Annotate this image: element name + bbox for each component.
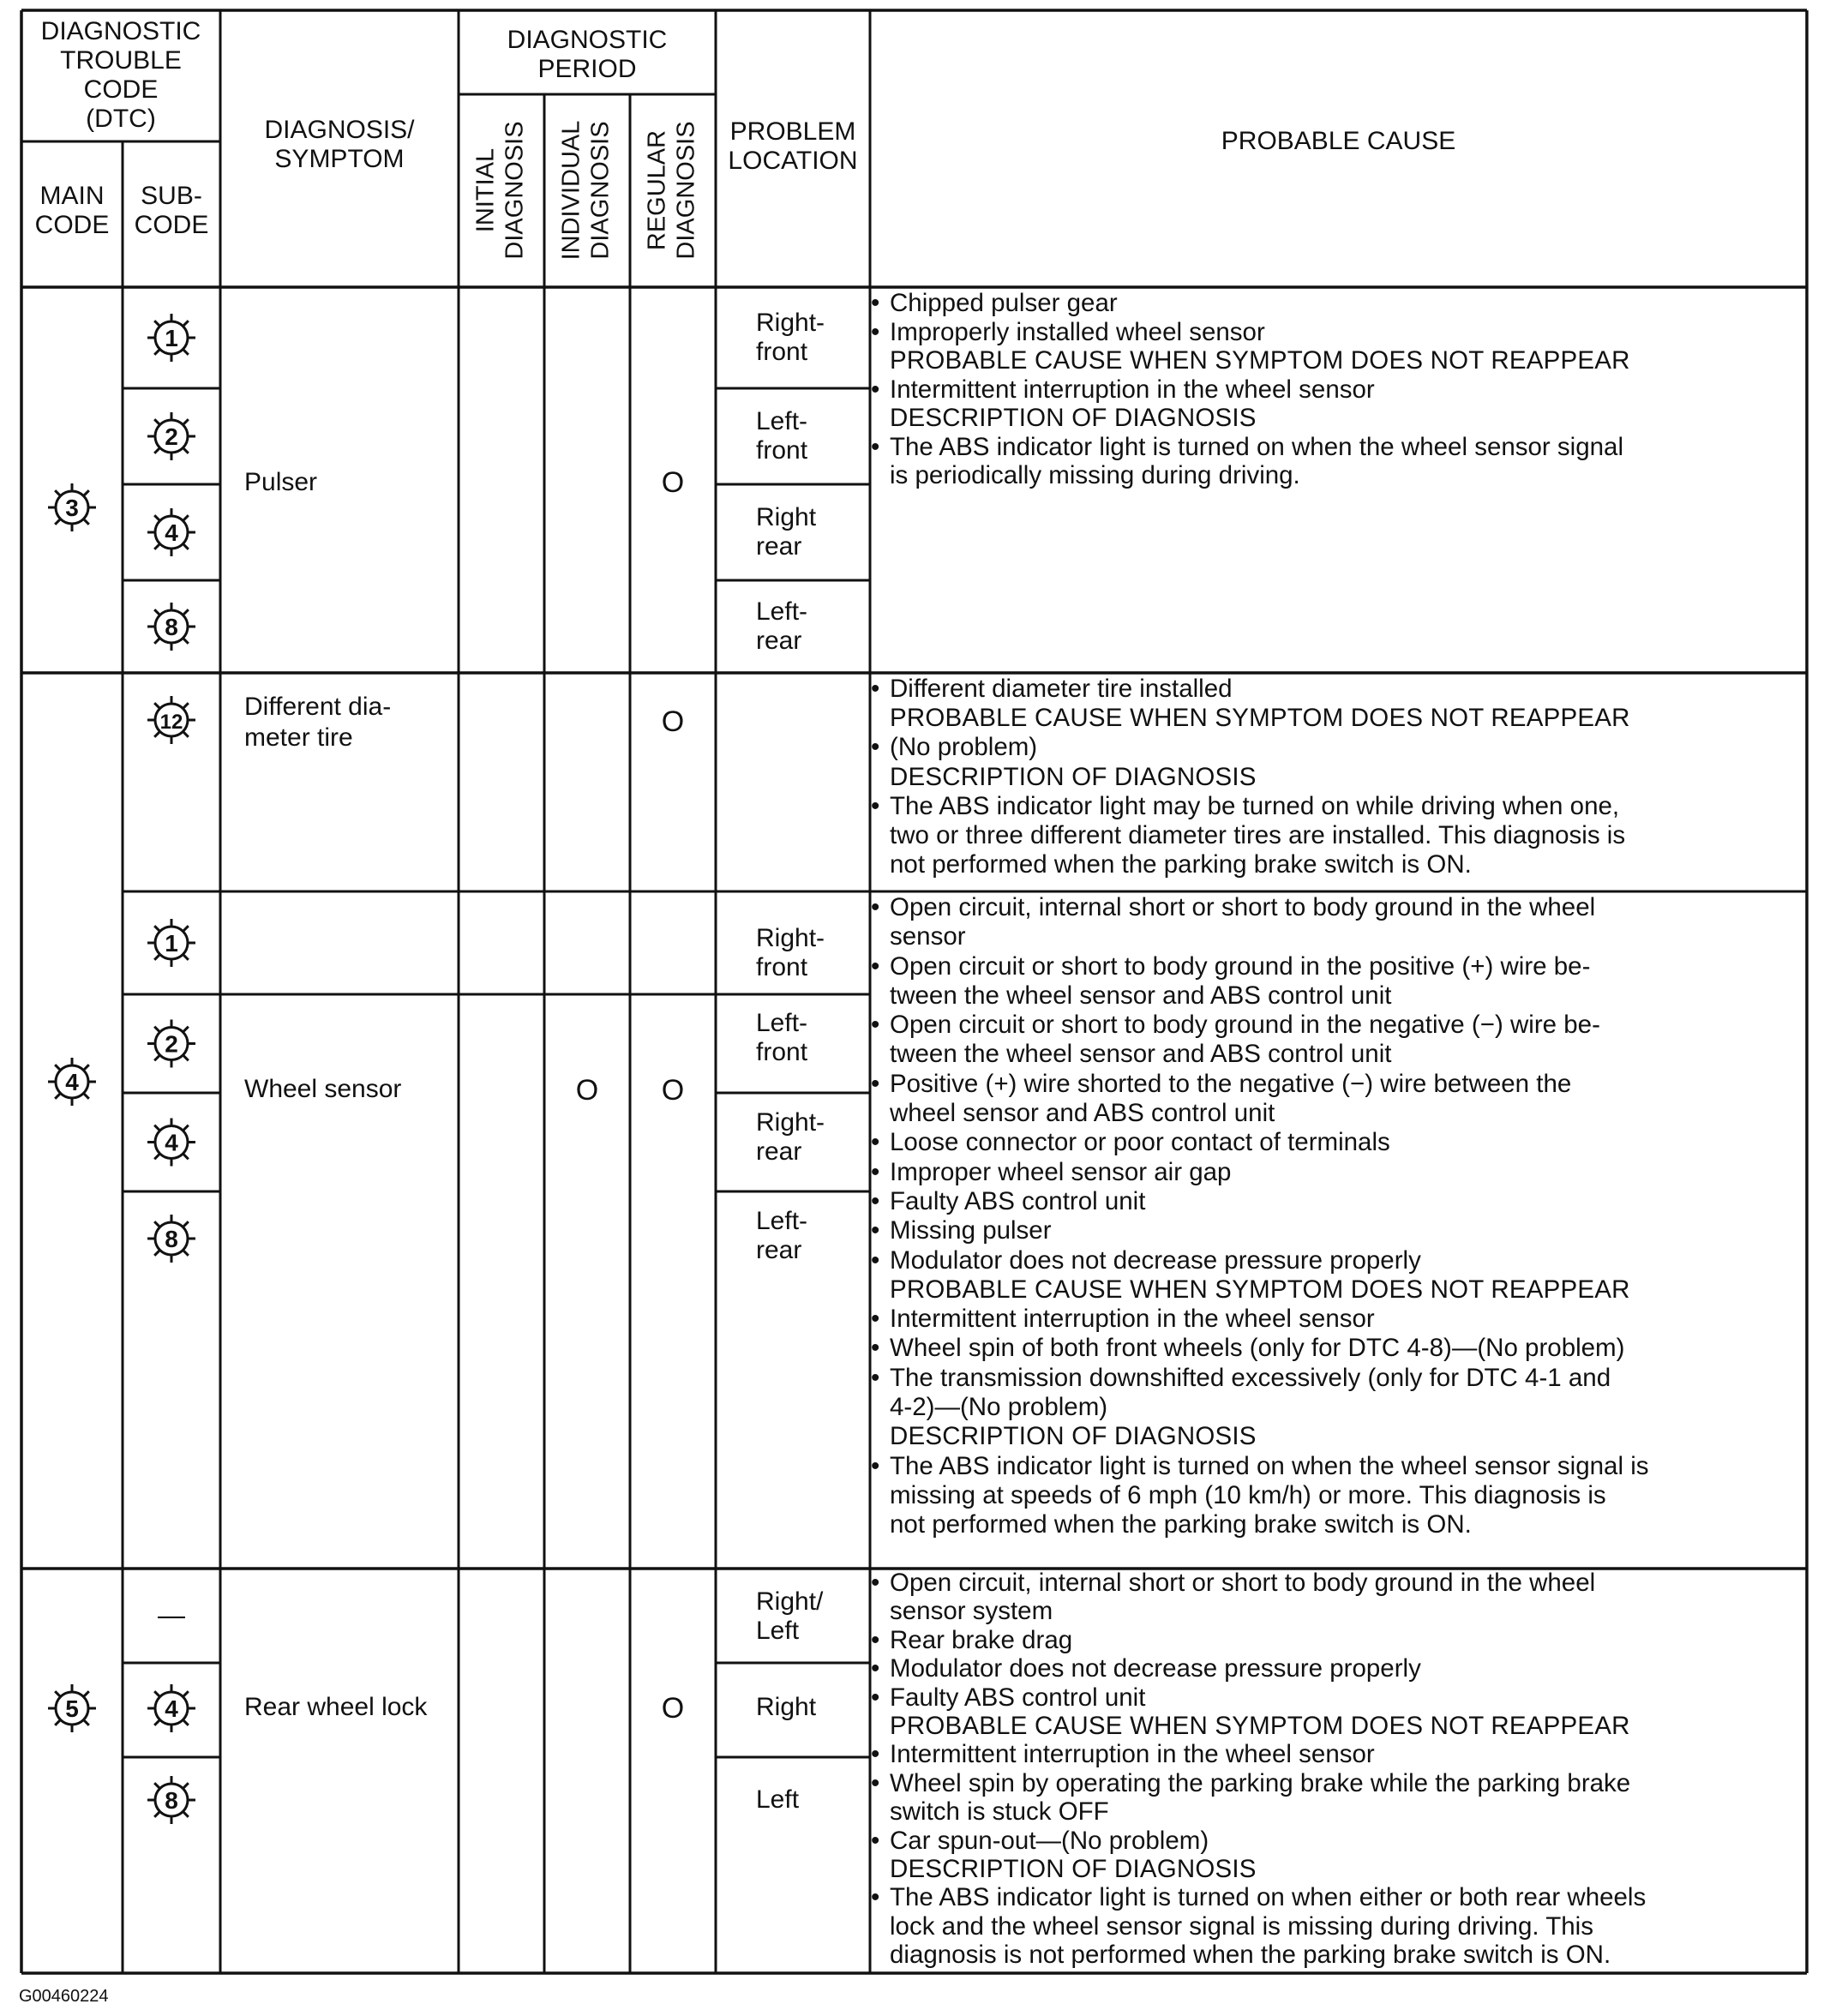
bullet-icon: • (871, 1740, 880, 1769)
cause-text-line (890, 1481, 1807, 1510)
bullet-icon: • (871, 1826, 880, 1855)
sub-code-4-12-symbol-tick (154, 703, 159, 708)
main-code-5-symbol-tick (83, 1719, 88, 1725)
cause-bullet-item (871, 791, 1807, 821)
bullet-icon: • (871, 951, 880, 981)
cause-bullet-item (871, 733, 1807, 762)
sub-code-3-1-symbol-tick (183, 349, 188, 354)
main-code-4-symbol-label: 4 (65, 1069, 79, 1095)
bullet-icon: • (871, 375, 880, 404)
header-dtc-line: CODE (83, 75, 159, 104)
bullet-icon: • (871, 1245, 880, 1275)
sub-code-3-1-symbol-tick (154, 321, 159, 326)
bullet-icon: • (871, 1157, 880, 1186)
cause-bullet-item (871, 1186, 1807, 1216)
sub-code-5-4-symbol-tick (183, 1719, 188, 1725)
regular-diagnosis-check-pulser: O (661, 466, 685, 499)
location-wheel-sensor-3: rear (756, 1236, 802, 1264)
main-code-3-symbol-label: 3 (65, 495, 79, 521)
regular-diagnosis-check-wheel-sensor: O (661, 1074, 685, 1107)
cause-text: Rear brake drag (890, 1625, 1073, 1654)
cause-text-line (890, 1099, 1807, 1128)
cause-text-line (890, 704, 1807, 733)
main-code-5-symbol-tick (55, 1691, 60, 1696)
cause-bullet-item (871, 675, 1807, 704)
bullet-icon: • (871, 733, 880, 762)
cause-bullet-item (871, 1625, 1807, 1654)
sub-code-4-1-symbol (147, 919, 195, 967)
sub-code-3-1-symbol (147, 314, 195, 362)
sub-code-3-2-symbol-label: 2 (165, 423, 178, 450)
sub-code-5-8-symbol (147, 1776, 195, 1824)
sub-code-4-2-symbol-tick (154, 1055, 159, 1060)
header-diagnostic-period-line: DIAGNOSTIC (507, 26, 668, 54)
probable-cause-block (871, 289, 1807, 490)
probable-cause-block (871, 1569, 1807, 1970)
cause-text-line (890, 1855, 1807, 1883)
location-wheel-sensor-2: rear (756, 1137, 802, 1166)
cause-text: The ABS indicator light is turned on when the wheel sensor signal is (890, 1451, 1649, 1480)
bullet-icon: • (871, 1305, 880, 1334)
cause-bullet-item (871, 1740, 1807, 1769)
cause-text: Open circuit, internal short or short to body ground in the wheel (890, 893, 1596, 921)
cause-text: Faulty ABS control unit (890, 1683, 1146, 1712)
cause-text-line (890, 1941, 1807, 1969)
sub-code-5-4-symbol-tick (154, 1719, 159, 1725)
sub-code-4-4-symbol (147, 1119, 195, 1167)
sub-code-4-1-symbol-tick (154, 954, 159, 959)
bullet-icon: • (871, 1654, 880, 1683)
header-problem-location-line: LOCATION (728, 147, 858, 175)
location-pulser-0: front (756, 338, 808, 366)
sub-code-5-4-symbol (147, 1684, 195, 1732)
sub-code-4-1-symbol-tick (183, 926, 188, 931)
sub-code-4-12-symbol-tick (183, 731, 188, 736)
sub-code-5-8-symbol-label: 8 (165, 1787, 178, 1814)
cause-text-line (890, 461, 1807, 490)
bullet-icon: • (871, 1625, 880, 1654)
cause-bullet-item (871, 1011, 1807, 1040)
sub-code-4-4-symbol-label: 4 (165, 1129, 178, 1156)
location-rear-wheel-lock-0: Left (756, 1617, 800, 1645)
main-code-5-symbol-label: 5 (65, 1695, 79, 1722)
cause-text: Wheel spin of both front wheels (only for DTC 4-8)—(No problem) (890, 1334, 1625, 1363)
sub-code-4-12-symbol (147, 696, 195, 744)
sub-code-3-2-symbol (147, 412, 195, 460)
sub-code-3-8-symbol-tick (154, 638, 159, 643)
sub-code-4-2-symbol-tick (183, 1055, 188, 1060)
header-initial-diagnosis (471, 99, 532, 283)
cause-bullet-item (871, 1826, 1807, 1855)
header-regular-diagnosis-line: REGULAR (643, 129, 670, 251)
cause-text: 4-2)—(No problem) (890, 1393, 1108, 1422)
symptom-wheel-sensor: Wheel sensor (244, 1075, 402, 1103)
cause-text: Open circuit or short to body ground in the positive (+) wire be- (890, 951, 1591, 981)
cause-text: DESCRIPTION OF DIAGNOSIS (890, 762, 1257, 791)
header-diagnostic-period-line: PERIOD (537, 55, 637, 83)
bullet-icon: • (871, 1128, 880, 1157)
location-wheel-sensor-0: front (756, 953, 808, 981)
sub-code-5-8-symbol-tick (154, 1811, 159, 1816)
sub-code-3-2-symbol-tick (183, 447, 188, 453)
sub-code-3-4-symbol-tick (154, 515, 159, 520)
header-regular-diagnosis (642, 99, 704, 283)
cause-text: missing at speeds of 6 mph (10 km/h) or more. This diagnosis is (890, 1480, 1606, 1509)
location-rear-wheel-lock-0: Right/ (756, 1587, 824, 1616)
cause-text: PROBABLE CAUSE WHEN SYMPTOM DOES NOT REAPPEAR (890, 1712, 1630, 1741)
sub-code-4-4-symbol-tick (154, 1154, 159, 1159)
bullet-icon: • (871, 1683, 880, 1712)
cause-text-line (890, 404, 1807, 433)
bullet-icon: • (871, 432, 880, 461)
sub-code-3-4-symbol-tick (183, 543, 188, 549)
sub-code-4-8-symbol (147, 1215, 195, 1263)
header-dtc-line: DIAGNOSTIC (40, 17, 201, 45)
header-probable-cause: PROBABLE CAUSE (1221, 127, 1456, 155)
cause-text: Chipped pulser gear (890, 289, 1118, 317)
sub-code-4-12-symbol-label: 12 (159, 711, 183, 734)
bullet-icon: • (871, 791, 880, 820)
cause-text: The transmission downshifted excessively (only for DTC 4-1 and (890, 1363, 1611, 1392)
location-pulser-3: rear (756, 627, 802, 655)
cause-text: tween the wheel sensor and ABS control unit (890, 981, 1392, 1010)
header-regular-diagnosis-line: DIAGNOSIS (672, 121, 699, 260)
cause-bullet-item (871, 375, 1807, 405)
cause-text: Intermittent interruption in the wheel sensor (890, 1305, 1375, 1334)
cause-text: not performed when the parking brake switch is ON. (890, 1510, 1472, 1539)
cause-text: not performed when the parking brake switch is ON. (890, 850, 1472, 879)
header-initial-diagnosis-line: INITIAL (471, 147, 499, 233)
sub-code-3-4-symbol-label: 4 (165, 519, 178, 546)
location-wheel-sensor-1: Left- (756, 1009, 808, 1037)
sub-code-3-4-symbol (147, 508, 195, 556)
bullet-icon: • (871, 1069, 880, 1098)
cause-text-line (890, 922, 1807, 951)
sub-code-5-dash: — (158, 1599, 185, 1630)
symptom-different-diameter-tire: Different dia- (244, 693, 392, 721)
cause-text: tween the wheel sensor and ABS control unit (890, 1040, 1392, 1069)
cause-text: Improperly installed wheel sensor (890, 317, 1265, 346)
location-wheel-sensor-2: Right- (756, 1108, 825, 1137)
main-code-4-symbol-tick (83, 1093, 88, 1098)
individual-diagnosis-check-wheel-sensor: O (575, 1074, 599, 1107)
main-code-5-symbol-tick (55, 1719, 60, 1725)
header-initial-diagnosis-line: DIAGNOSIS (501, 121, 528, 260)
regular-diagnosis-check-rear-wheel-lock: O (661, 1692, 685, 1725)
location-pulser-2: rear (756, 532, 802, 561)
sub-code-5-8-symbol-tick (183, 1783, 188, 1788)
cause-text: Loose connector or poor contact of terminals (890, 1128, 1390, 1157)
cause-bullet-item (871, 1069, 1807, 1099)
cause-text-line (890, 1797, 1807, 1826)
bullet-icon: • (871, 1569, 880, 1597)
cause-bullet-item (871, 893, 1807, 922)
cause-text: Modulator does not decrease pressure properly (890, 1245, 1421, 1275)
sub-code-3-2-symbol-tick (154, 419, 159, 424)
header-sub-code-line: CODE (134, 211, 209, 239)
cause-text: Improper wheel sensor air gap (890, 1157, 1232, 1186)
location-pulser-0: Right- (756, 309, 825, 337)
main-code-4-symbol (48, 1058, 96, 1106)
cause-text: diagnosis is not performed when the parking brake switch is ON. (890, 1941, 1611, 1970)
sub-code-5-4-symbol-tick (183, 1691, 188, 1696)
cause-bullet-item (871, 1128, 1807, 1157)
bullet-icon: • (871, 1011, 880, 1040)
sub-code-4-8-symbol-tick (154, 1250, 159, 1255)
main-code-3-symbol (48, 483, 96, 531)
regular-diagnosis-check-tire: O (661, 705, 685, 738)
location-pulser-1: front (756, 436, 808, 465)
cause-bullet-item (871, 289, 1807, 318)
sub-code-3-4-symbol-tick (183, 515, 188, 520)
bullet-icon: • (871, 1186, 880, 1215)
bullet-icon: • (871, 1334, 880, 1363)
cause-text: (No problem) (890, 733, 1038, 762)
sub-code-3-8-symbol-tick (183, 638, 188, 643)
cause-bullet-item (871, 1451, 1807, 1481)
cause-bullet-item (871, 1883, 1807, 1912)
sub-code-4-1-symbol-tick (154, 926, 159, 931)
cause-bullet-item (871, 1363, 1807, 1393)
bullet-icon: • (871, 317, 880, 346)
cause-text: Different diameter tire installed (890, 675, 1233, 703)
cause-text-line (890, 346, 1807, 375)
sub-code-4-2-symbol-tick (183, 1027, 188, 1032)
sub-code-4-2-symbol (147, 1020, 195, 1068)
sub-code-5-4-symbol-label: 4 (165, 1695, 178, 1722)
cause-text-line (890, 1912, 1807, 1941)
cause-text: sensor system (890, 1597, 1053, 1626)
sub-code-3-8-symbol-label: 8 (165, 614, 178, 640)
sub-code-4-4-symbol-tick (183, 1154, 188, 1159)
cause-text: Open circuit, internal short or short to body ground in the wheel (890, 1569, 1596, 1597)
main-code-3-symbol-tick (55, 519, 60, 524)
cause-text-line (890, 1393, 1807, 1422)
sub-code-4-8-symbol-tick (183, 1250, 188, 1255)
main-code-5-symbol-tick (83, 1691, 88, 1696)
probable-cause-block (871, 675, 1807, 879)
cause-text-line (890, 821, 1807, 850)
cause-text-line (890, 981, 1807, 1011)
bullet-icon: • (871, 289, 880, 317)
sub-code-4-12-symbol-tick (154, 731, 159, 736)
location-pulser-1: Left- (756, 407, 808, 435)
header-individual-diagnosis (556, 99, 618, 283)
cause-text-line (890, 763, 1807, 792)
header-individual-diagnosis-line: INDIVIDUAL (557, 120, 585, 261)
cause-bullet-item (871, 1334, 1807, 1363)
cause-text-line (890, 1510, 1807, 1539)
sub-code-3-8-symbol (147, 603, 195, 651)
main-code-4-symbol-tick (55, 1093, 60, 1098)
bullet-icon: • (871, 675, 880, 703)
location-rear-wheel-lock-1: Right (756, 1693, 817, 1721)
main-code-4-symbol-tick (83, 1065, 88, 1070)
cause-text: PROBABLE CAUSE WHEN SYMPTOM DOES NOT REAPPEAR (890, 704, 1630, 733)
cause-text: PROBABLE CAUSE WHEN SYMPTOM DOES NOT REAPPEAR (890, 346, 1630, 375)
location-pulser-3: Left- (756, 597, 808, 626)
figure-id: G00460224 (19, 1987, 109, 2006)
cause-text: Intermittent interruption in the wheel sensor (890, 375, 1375, 404)
bullet-icon: • (871, 893, 880, 921)
sub-code-4-12-symbol-tick (183, 703, 188, 708)
sub-code-3-2-symbol-tick (154, 447, 159, 453)
cause-bullet-item (871, 1683, 1807, 1712)
sub-code-5-4-symbol-tick (154, 1691, 159, 1696)
cause-bullet-item (871, 1654, 1807, 1683)
cause-bullet-item (871, 1245, 1807, 1275)
cause-bullet-item (871, 432, 1807, 462)
location-wheel-sensor-1: front (756, 1038, 808, 1066)
sub-code-4-8-symbol-tick (154, 1221, 159, 1227)
cause-text-line (890, 850, 1807, 879)
cause-text: Open circuit or short to body ground in the negative (−) wire be- (890, 1011, 1600, 1040)
cause-text: Wheel spin by operating the parking brake while the parking brake (890, 1768, 1631, 1797)
sub-code-3-8-symbol-tick (154, 609, 159, 615)
cause-text: DESCRIPTION OF DIAGNOSIS (890, 1855, 1257, 1884)
cause-bullet-item (871, 317, 1807, 347)
header-individual-diagnosis-line: DIAGNOSIS (586, 121, 614, 260)
cause-text: sensor (890, 922, 966, 951)
sub-code-4-2-symbol-tick (154, 1027, 159, 1032)
cause-text: The ABS indicator light is turned on when the wheel sensor signal (890, 432, 1624, 461)
main-code-3-symbol-tick (55, 490, 60, 495)
symptom-different-diameter-tire: meter tire (244, 723, 353, 752)
location-pulser-2: Right (756, 503, 817, 531)
sub-code-5-8-symbol-tick (154, 1783, 159, 1788)
cause-text: wheel sensor and ABS control unit (890, 1099, 1275, 1128)
probable-cause-block (871, 893, 1807, 1540)
cause-text: The ABS indicator light may be turned on while driving when one, (890, 791, 1620, 820)
cause-text: Positive (+) wire shorted to the negative (−) wire between the (890, 1069, 1572, 1098)
cause-bullet-item (871, 1569, 1807, 1597)
cause-text: Car spun-out—(No problem) (890, 1826, 1209, 1855)
sub-code-4-1-symbol-tick (183, 954, 188, 959)
cause-text: Missing pulser (890, 1216, 1052, 1245)
cause-text-line (890, 1275, 1807, 1305)
bullet-icon: • (871, 1363, 880, 1392)
header-problem-location-line: PROBLEM (729, 117, 856, 146)
header-main-code-line: CODE (34, 211, 110, 239)
sub-code-4-8-symbol-label: 8 (165, 1226, 178, 1252)
cause-bullet-item (871, 1157, 1807, 1187)
bullet-icon: • (871, 1216, 880, 1245)
cause-text: switch is stuck OFF (890, 1797, 1109, 1827)
cause-text: The ABS indicator light is turned on when either or both rear wheels (890, 1883, 1647, 1912)
location-wheel-sensor-3: Left- (756, 1207, 808, 1235)
sub-code-3-4-symbol-tick (154, 543, 159, 549)
cause-bullet-item (871, 1216, 1807, 1245)
sub-code-3-2-symbol-tick (183, 419, 188, 424)
header-dtc-line: TROUBLE (60, 46, 182, 75)
bullet-icon: • (871, 1451, 880, 1480)
main-code-5-symbol (48, 1684, 96, 1732)
sub-code-3-8-symbol-tick (183, 609, 188, 615)
cause-text: two or three different diameter tires are installed. This diagnosis is (890, 821, 1626, 850)
cause-text-line (890, 1712, 1807, 1740)
sub-code-3-1-symbol-tick (183, 321, 188, 326)
sub-code-3-1-symbol-label: 1 (165, 325, 178, 351)
cause-text: DESCRIPTION OF DIAGNOSIS (890, 404, 1257, 432)
sub-code-4-1-symbol-label: 1 (165, 930, 178, 957)
cause-text-line (890, 1040, 1807, 1069)
sub-code-4-2-symbol-label: 2 (165, 1030, 178, 1058)
bullet-icon: • (871, 1883, 880, 1912)
cause-bullet-item (871, 1768, 1807, 1797)
cause-text: lock and the wheel sensor signal is missing during driving. This (890, 1911, 1593, 1941)
cause-text-line (890, 1422, 1807, 1451)
cause-text: DESCRIPTION OF DIAGNOSIS (890, 1422, 1257, 1451)
cause-text: Modulator does not decrease pressure properly (890, 1654, 1421, 1683)
symptom-pulser: Pulser (244, 468, 318, 496)
cause-bullet-item (871, 1305, 1807, 1334)
location-wheel-sensor-0: Right- (756, 924, 825, 952)
header-dtc-line: (DTC) (86, 105, 156, 133)
cause-text-line (890, 1597, 1807, 1625)
sub-code-5-8-symbol-tick (183, 1811, 188, 1816)
sub-code-4-4-symbol-tick (154, 1125, 159, 1131)
main-code-3-symbol-tick (83, 519, 88, 524)
sub-code-4-4-symbol-tick (183, 1125, 188, 1131)
header-main-code-line: MAIN (39, 182, 105, 210)
cause-text: Intermittent interruption in the wheel sensor (890, 1740, 1375, 1769)
cause-text: Faulty ABS control unit (890, 1186, 1146, 1215)
cause-bullet-item (871, 951, 1807, 981)
cause-text: is periodically missing during driving. (890, 461, 1300, 489)
header-diagnosis-symptom-line: SYMPTOM (274, 145, 405, 173)
header-sub-code-line: SUB- (141, 182, 202, 210)
sub-code-4-8-symbol-tick (183, 1221, 188, 1227)
bullet-icon: • (871, 1768, 880, 1797)
main-code-3-symbol-tick (83, 490, 88, 495)
cause-text: PROBABLE CAUSE WHEN SYMPTOM DOES NOT REAPPEAR (890, 1275, 1630, 1304)
location-rear-wheel-lock-2: Left (756, 1785, 800, 1814)
main-code-4-symbol-tick (55, 1065, 60, 1070)
header-diagnosis-symptom-line: DIAGNOSIS/ (264, 116, 415, 144)
symptom-rear-wheel-lock: Rear wheel lock (244, 1693, 428, 1721)
sub-code-3-1-symbol-tick (154, 349, 159, 354)
